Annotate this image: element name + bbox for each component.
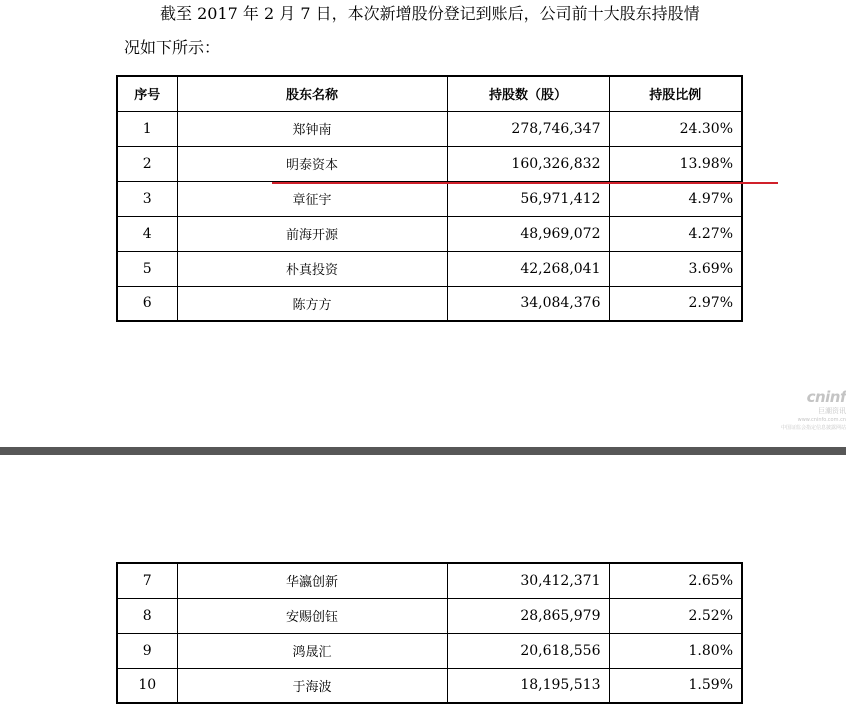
intro-paragraph-line2: 况如下所示： xyxy=(124,38,221,57)
table-row xyxy=(117,633,742,668)
cell-no: 10 xyxy=(117,668,177,703)
cell-shares: 42,268,041 xyxy=(447,251,609,286)
cell-ratio: 1.59% xyxy=(609,668,742,703)
cell-no: 6 xyxy=(117,286,177,321)
header-no: 序号 xyxy=(117,76,177,111)
cell-no: 9 xyxy=(117,633,177,668)
cell-shares: 278,746,347 xyxy=(447,111,609,146)
cell-shares: 160,326,832 xyxy=(447,146,609,181)
cell-ratio: 4.97% xyxy=(609,181,742,216)
header-name: 股东名称 xyxy=(177,76,447,111)
watermark-url: www.cninfo.com.cn xyxy=(797,417,846,423)
table-row xyxy=(117,668,742,703)
highlight-underline xyxy=(272,182,778,184)
cell-name: 华瀛创新 xyxy=(177,563,447,598)
cell-ratio: 2.65% xyxy=(609,563,742,598)
watermark-cn-name: 巨潮资讯 xyxy=(818,407,846,415)
cell-shares: 28,865,979 xyxy=(447,598,609,633)
cell-name: 安赐创钰 xyxy=(177,598,447,633)
cell-shares: 20,618,556 xyxy=(447,633,609,668)
cell-ratio: 3.69% xyxy=(609,251,742,286)
cninfo-watermark xyxy=(764,388,846,432)
table-row xyxy=(117,563,742,598)
cell-name: 郑钟南 xyxy=(177,111,447,146)
cninfo-logo: cninf xyxy=(806,388,846,406)
cell-no: 8 xyxy=(117,598,177,633)
cell-shares: 56,971,412 xyxy=(447,181,609,216)
shareholders-table-page2 xyxy=(116,562,743,704)
cell-no: 5 xyxy=(117,251,177,286)
cell-name: 明泰资本 xyxy=(177,146,447,181)
cell-no: 3 xyxy=(117,181,177,216)
cell-no: 7 xyxy=(117,563,177,598)
table-row xyxy=(117,598,742,633)
cell-shares: 48,969,072 xyxy=(447,216,609,251)
cell-name: 陈方方 xyxy=(177,286,447,321)
cell-no: 2 xyxy=(117,146,177,181)
table-row xyxy=(117,146,742,181)
table-row xyxy=(117,251,742,286)
cell-shares: 18,195,513 xyxy=(447,668,609,703)
cell-ratio: 13.98% xyxy=(609,146,742,181)
cell-no: 4 xyxy=(117,216,177,251)
cell-shares: 34,084,376 xyxy=(447,286,609,321)
cell-ratio: 24.30% xyxy=(609,111,742,146)
header-shares: 持股数（股） xyxy=(447,76,609,111)
table-row xyxy=(117,216,742,251)
cell-ratio: 2.52% xyxy=(609,598,742,633)
cell-name: 章征宇 xyxy=(177,181,447,216)
cell-no: 1 xyxy=(117,111,177,146)
table-header-row xyxy=(117,76,742,111)
cell-name: 鸿晟汇 xyxy=(177,633,447,668)
table-row xyxy=(117,181,742,216)
intro-paragraph-line1: 截至 2017 年 2 月 7 日，本次新增股份登记到账后，公司前十大股东持股情 xyxy=(160,4,700,23)
cell-name: 朴真投资 xyxy=(177,251,447,286)
table-row xyxy=(117,286,742,321)
cell-ratio: 2.97% xyxy=(609,286,742,321)
page-separator xyxy=(0,447,846,455)
header-ratio: 持股比例 xyxy=(609,76,742,111)
cell-ratio: 1.80% xyxy=(609,633,742,668)
shareholders-table-page1 xyxy=(116,75,743,322)
watermark-tagline: 中国证监会指定信息披露网站 xyxy=(780,425,846,431)
cell-name: 前海开源 xyxy=(177,216,447,251)
cell-shares: 30,412,371 xyxy=(447,563,609,598)
table-row xyxy=(117,111,742,146)
cell-name: 于海波 xyxy=(177,668,447,703)
cell-ratio: 4.27% xyxy=(609,216,742,251)
